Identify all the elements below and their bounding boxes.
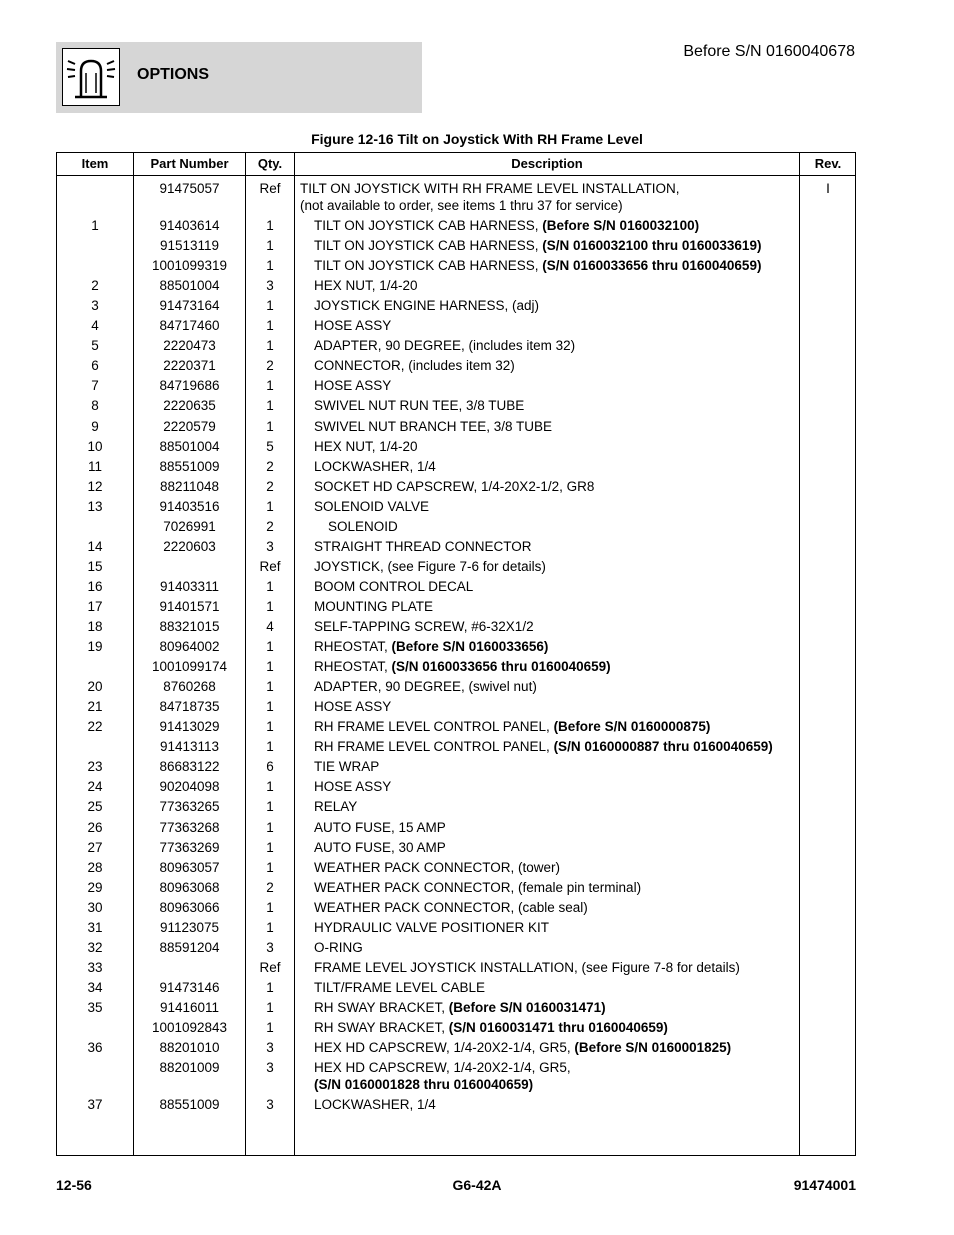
- description: [295, 899, 818, 916]
- table-row: [57, 658, 855, 678]
- column-header-rev: Rev.: [814, 156, 842, 171]
- quantity: 1: [266, 398, 274, 414]
- item-number: 10: [87, 438, 103, 454]
- serial-range: (Before S/N 0160000875): [553, 719, 711, 735]
- quantity: 1: [266, 799, 274, 815]
- description-text: SWIVEL NUT BRANCH TEE, 3/8 TUBE: [314, 418, 553, 434]
- description-text: TIE WRAP: [314, 759, 380, 775]
- part-number: 91473146: [159, 979, 220, 995]
- description: [295, 598, 818, 615]
- quantity: 1: [266, 639, 274, 655]
- part-number: 86683122: [159, 759, 220, 775]
- quantity: 1: [266, 739, 274, 755]
- serial-range: (Before S/N 0160033656): [391, 639, 549, 655]
- description-text: RH FRAME LEVEL CONTROL PANEL,: [314, 719, 554, 735]
- quantity: 1: [266, 719, 274, 735]
- item-number: 36: [87, 1040, 103, 1056]
- quantity: 1: [266, 258, 274, 274]
- description-text: RH SWAY BRACKET,: [314, 999, 449, 1015]
- quantity: 2: [266, 358, 274, 374]
- table-row: [57, 578, 855, 598]
- description: [295, 1059, 818, 1093]
- quantity: 1: [266, 699, 274, 715]
- description: [295, 859, 818, 876]
- description: [295, 438, 818, 455]
- description: [295, 418, 818, 435]
- section-title: OPTIONS: [137, 66, 210, 83]
- description-text: HEX HD CAPSCREW, 1/4-20X2-1/4, GR5,: [314, 1060, 571, 1076]
- description-text: TILT/FRAME LEVEL CABLE: [314, 979, 486, 995]
- manual-number: 91474001: [793, 1177, 856, 1193]
- description-text: O-RING: [314, 939, 363, 955]
- description-text: JOYSTICK ENGINE HARNESS, (adj): [314, 298, 540, 314]
- item-number: 26: [87, 819, 103, 835]
- quantity: 1: [266, 418, 274, 434]
- description: [295, 518, 832, 535]
- item-number: 6: [91, 358, 99, 374]
- table-row: [57, 738, 855, 758]
- table-row: [57, 498, 855, 518]
- description-text-line2: (not available to order, see items 1 thru 37 for service): [300, 198, 623, 213]
- table-row: [57, 558, 855, 578]
- description-text: WEATHER PACK CONNECTOR, (tower): [314, 859, 561, 875]
- item-number: 9: [91, 418, 99, 434]
- table-row: [57, 458, 855, 478]
- description-text: RH FRAME LEVEL CONTROL PANEL,: [314, 739, 554, 755]
- part-number: 2220371: [163, 358, 216, 374]
- part-number: 88201010: [159, 1040, 220, 1056]
- item-number: 1: [91, 218, 99, 233]
- table-row: [57, 397, 855, 417]
- item-number: 37: [87, 1097, 103, 1113]
- part-number: 91403311: [159, 578, 220, 594]
- quantity: 2: [266, 458, 274, 474]
- serial-range: (S/N 0160033656 thru 0160040659): [391, 659, 611, 675]
- description-text: RHEOSTAT,: [314, 639, 392, 655]
- description-text: AUTO FUSE, 30 AMP: [314, 839, 446, 855]
- item-number: 23: [87, 759, 103, 775]
- table-row: [57, 257, 855, 277]
- part-number: 84717460: [159, 318, 220, 334]
- table-row: [57, 638, 855, 658]
- description-text: SOCKET HD CAPSCREW, 1/4-20X2-1/2, GR8: [314, 478, 595, 494]
- description: [295, 377, 818, 394]
- quantity: 3: [266, 939, 274, 955]
- table-row: [57, 859, 855, 879]
- quantity: Ref: [259, 558, 281, 574]
- part-number: 91473164: [159, 298, 220, 314]
- column-header-item: Item: [81, 156, 109, 171]
- part-number: 84719686: [159, 378, 220, 394]
- table-row: [57, 999, 855, 1019]
- quantity: 3: [266, 1060, 274, 1076]
- table-row: [57, 180, 855, 217]
- page-number: 12-56: [56, 1177, 92, 1193]
- part-number: 7026991: [163, 518, 216, 534]
- part-number: 91413113: [159, 739, 220, 755]
- quantity: 2: [266, 518, 274, 534]
- description: [295, 1039, 818, 1056]
- table-row: [57, 718, 855, 738]
- description: [295, 879, 818, 896]
- part-number: 91416011: [159, 999, 220, 1015]
- table-row: [57, 1039, 855, 1059]
- item-number: 4: [91, 318, 99, 334]
- table-row: [57, 1019, 855, 1039]
- description: [295, 939, 818, 956]
- description-text: HOSE ASSY: [314, 779, 392, 795]
- quantity: 1: [266, 859, 274, 875]
- description-text: SELF-TAPPING SCREW, #6-32X1/2: [314, 619, 534, 634]
- item-number: 24: [87, 779, 103, 795]
- description-text: HEX NUT, 1/4-20: [314, 278, 418, 294]
- description-text: WEATHER PACK CONNECTOR, (female pin terminal): [314, 879, 642, 895]
- item-number: 11: [87, 458, 102, 474]
- part-number: 2220579: [163, 418, 216, 434]
- quantity: 1: [266, 238, 274, 254]
- quantity: 5: [266, 438, 274, 454]
- description: [295, 578, 818, 595]
- part-number: 77363269: [159, 839, 220, 855]
- part-number: 91513119: [159, 238, 220, 254]
- description-text: AUTO FUSE, 15 AMP: [314, 819, 446, 835]
- description: [295, 317, 818, 334]
- serial-range: (Before S/N 0160032100): [542, 218, 700, 233]
- item-number: 31: [87, 919, 103, 935]
- quantity: 1: [266, 659, 274, 675]
- table-row: [57, 357, 855, 377]
- item-number: 33: [87, 959, 103, 975]
- serial-range: (Before S/N 0160001825): [574, 1040, 732, 1056]
- item-number: 22: [87, 719, 103, 735]
- table-row: [57, 919, 855, 939]
- quantity: 1: [266, 779, 274, 795]
- description: [295, 478, 818, 495]
- part-number: 77363265: [159, 799, 220, 815]
- description-text: SOLENOID: [328, 518, 398, 534]
- quantity: 1: [266, 298, 274, 314]
- description: [295, 698, 818, 715]
- item-number: 13: [87, 498, 103, 514]
- description: [295, 257, 818, 274]
- description-text: ADAPTER, 90 DEGREE, (includes item 32): [314, 338, 576, 354]
- description-text: HEX NUT, 1/4-20: [314, 438, 418, 454]
- part-number: 88501004: [159, 278, 220, 294]
- item-number: 18: [87, 619, 103, 634]
- part-number: 91475057: [159, 181, 220, 196]
- item-number: 20: [87, 679, 103, 695]
- description: [295, 638, 818, 655]
- table-row: [57, 1059, 855, 1096]
- column-header-description: Description: [511, 156, 583, 171]
- quantity: 1: [266, 218, 274, 233]
- description-text: RH SWAY BRACKET,: [314, 1020, 449, 1035]
- description: [295, 277, 818, 294]
- part-number: 80963068: [159, 879, 220, 895]
- quantity: 1: [266, 839, 274, 855]
- description-text: HYDRAULIC VALVE POSITIONER KIT: [314, 919, 550, 935]
- description-text: TILT ON JOYSTICK CAB HARNESS,: [314, 238, 543, 254]
- table-row: [57, 418, 855, 438]
- part-number: 8760268: [163, 679, 216, 695]
- quantity: 3: [266, 1040, 274, 1056]
- part-number: 88591204: [159, 939, 220, 955]
- description-text: STRAIGHT THREAD CONNECTOR: [314, 538, 532, 554]
- table-row: [57, 478, 855, 498]
- description-text: RELAY: [314, 799, 358, 815]
- part-number: 88321015: [159, 619, 220, 634]
- description: [295, 798, 818, 815]
- table-row: [57, 337, 855, 357]
- part-number: 88201009: [159, 1060, 220, 1076]
- description: [295, 819, 818, 836]
- table-row: [57, 798, 855, 818]
- description-text: WEATHER PACK CONNECTOR, (cable seal): [314, 899, 588, 915]
- quantity: 1: [266, 318, 274, 334]
- description-text: ADAPTER, 90 DEGREE, (swivel nut): [314, 679, 537, 695]
- table-row: [57, 959, 855, 979]
- description-text: TILT ON JOYSTICK CAB HARNESS,: [314, 258, 543, 274]
- part-number: 91403614: [159, 218, 220, 233]
- item-number: 15: [87, 558, 103, 574]
- serial-range: (Before S/N 0160031471): [448, 999, 606, 1015]
- description: [295, 1019, 818, 1036]
- item-number: 34: [87, 979, 103, 995]
- quantity: 1: [266, 899, 274, 915]
- item-number: 3: [91, 298, 99, 314]
- options-lamp-icon: [62, 48, 120, 106]
- quantity: 2: [266, 478, 274, 494]
- item-number: 32: [87, 939, 103, 955]
- table-row: [57, 618, 855, 638]
- description-text: MOUNTING PLATE: [314, 598, 434, 614]
- description: [295, 778, 818, 795]
- item-number: 16: [87, 578, 103, 594]
- table-row: [57, 839, 855, 859]
- description-text: HOSE ASSY: [314, 378, 392, 394]
- serial-note: Before S/N 0160040678: [683, 43, 855, 60]
- description: [295, 498, 818, 515]
- quantity: 1: [266, 598, 274, 614]
- description: [295, 237, 818, 254]
- item-number: 5: [91, 338, 99, 354]
- serial-range: (S/N 0160001828 thru 0160040659): [314, 1077, 534, 1093]
- table-row: [57, 438, 855, 458]
- part-number: 90204098: [159, 779, 220, 795]
- table-row: [57, 237, 855, 257]
- item-number: 14: [87, 538, 103, 554]
- description-text: JOYSTICK, (see Figure 7-6 for details): [314, 558, 546, 574]
- quantity: 6: [266, 759, 274, 775]
- description: [295, 658, 818, 675]
- item-number: 29: [87, 879, 103, 895]
- item-number: 2: [91, 278, 99, 294]
- quantity: 3: [266, 538, 274, 554]
- table-row: [57, 879, 855, 899]
- description: [295, 919, 818, 936]
- description: [295, 738, 818, 755]
- serial-range: (S/N 0160032100 thru 0160033619): [542, 238, 762, 254]
- part-number: 80964002: [159, 639, 220, 655]
- part-number: 88211048: [159, 478, 220, 494]
- column-header-qty: Qty.: [257, 156, 283, 171]
- table-row: [57, 297, 855, 317]
- description-text: CONNECTOR, (includes item 32): [314, 358, 515, 374]
- item-number: 19: [87, 639, 103, 655]
- part-number: 88551009: [159, 458, 220, 474]
- quantity: 1: [266, 338, 274, 354]
- part-number: 1001092843: [151, 1020, 228, 1035]
- description-text: FRAME LEVEL JOYSTICK INSTALLATION, (see Figure 7-8 for details): [314, 959, 740, 975]
- quantity: 3: [266, 278, 274, 294]
- quantity: 1: [266, 979, 274, 995]
- figure-title: Figure 12-16 Tilt on Joystick With RH Frame Level: [311, 131, 643, 147]
- revision: I: [826, 181, 830, 196]
- description: [295, 979, 818, 996]
- part-number: 91413029: [159, 719, 220, 735]
- table-row: [57, 758, 855, 778]
- item-number: 28: [87, 859, 103, 875]
- description: [295, 337, 818, 354]
- table-row: [57, 277, 855, 297]
- description: [295, 297, 818, 314]
- part-number: 2220603: [163, 538, 216, 554]
- table-row: [57, 678, 855, 698]
- item-number: 8: [91, 398, 99, 414]
- description-text: LOCKWASHER, 1/4: [314, 458, 436, 474]
- quantity: 3: [266, 1097, 274, 1113]
- description-text: BOOM CONTROL DECAL: [314, 578, 474, 594]
- description-text: TILT ON JOYSTICK CAB HARNESS,: [314, 218, 543, 233]
- table-row: [57, 979, 855, 999]
- description-text: SOLENOID VALVE: [314, 498, 430, 514]
- item-number: 17: [87, 598, 103, 614]
- table-row: [57, 698, 855, 718]
- part-number: 88551009: [159, 1097, 220, 1113]
- item-number: 27: [87, 839, 103, 855]
- part-number: 91401571: [159, 598, 220, 614]
- quantity: Ref: [259, 959, 281, 975]
- item-number: 30: [87, 899, 103, 915]
- description-text: TILT ON JOYSTICK WITH RH FRAME LEVEL INSTALLATION,: [300, 181, 680, 196]
- table-row: [57, 317, 855, 337]
- quantity: 1: [266, 1020, 274, 1035]
- quantity: Ref: [259, 181, 281, 196]
- part-number: 2220635: [163, 398, 216, 414]
- quantity: 1: [266, 498, 274, 514]
- part-number: 88501004: [159, 438, 220, 454]
- description: [295, 397, 818, 414]
- description: [295, 357, 818, 374]
- description-text: RHEOSTAT,: [314, 659, 392, 675]
- part-number: 2220473: [163, 338, 216, 354]
- description-text: HOSE ASSY: [314, 699, 392, 715]
- item-number: 35: [87, 999, 103, 1015]
- quantity: 1: [266, 578, 274, 594]
- table-row: [57, 598, 855, 618]
- description: [295, 180, 804, 214]
- item-number: 7: [91, 378, 99, 394]
- description-text: LOCKWASHER, 1/4: [314, 1097, 436, 1113]
- quantity: 2: [266, 879, 274, 895]
- part-number: 1001099174: [151, 659, 228, 675]
- description-text: SWIVEL NUT RUN TEE, 3/8 TUBE: [314, 398, 525, 414]
- table-row: [57, 538, 855, 558]
- description: [295, 718, 818, 735]
- table-row: [57, 939, 855, 959]
- description-text: HOSE ASSY: [314, 318, 392, 334]
- description-text: HEX HD CAPSCREW, 1/4-20X2-1/4, GR5,: [314, 1040, 575, 1056]
- description: [295, 839, 818, 856]
- table-row: [57, 518, 855, 538]
- description: [295, 959, 818, 976]
- quantity: 1: [266, 919, 274, 935]
- item-number: 21: [87, 699, 103, 715]
- description: [295, 618, 818, 635]
- part-number: 1001099319: [151, 258, 228, 274]
- part-number: 91123075: [159, 919, 220, 935]
- item-number: 12: [87, 478, 103, 494]
- description: [295, 678, 818, 695]
- part-number: 91403516: [159, 498, 220, 514]
- quantity: 1: [266, 378, 274, 394]
- table-row: [57, 819, 855, 839]
- model-number: G6-42A: [452, 1177, 502, 1193]
- serial-range: (S/N 0160031471 thru 0160040659): [448, 1020, 668, 1035]
- description: [295, 758, 818, 775]
- table-row: [57, 778, 855, 798]
- table-row: [57, 899, 855, 919]
- table-row: [57, 217, 855, 237]
- description: [295, 217, 818, 234]
- serial-range: (S/N 0160033656 thru 0160040659): [542, 258, 762, 274]
- part-number: 80963057: [159, 859, 220, 875]
- part-number: 80963066: [159, 899, 220, 915]
- description: [295, 558, 818, 575]
- parts-table: [56, 152, 856, 1156]
- serial-range: (S/N 0160000887 thru 0160040659): [553, 739, 773, 755]
- table-row: [57, 377, 855, 397]
- description: [295, 458, 818, 475]
- description: [295, 999, 818, 1016]
- item-number: 25: [87, 799, 103, 815]
- description: [295, 538, 818, 555]
- table-row: [57, 1096, 855, 1116]
- quantity: 1: [266, 819, 274, 835]
- quantity: 1: [266, 679, 274, 695]
- description: [295, 1096, 818, 1113]
- quantity: 4: [266, 619, 274, 634]
- part-number: 77363268: [159, 819, 220, 835]
- column-header-part-number: Part Number: [150, 156, 229, 171]
- quantity: 1: [266, 999, 274, 1015]
- part-number: 84718735: [159, 699, 220, 715]
